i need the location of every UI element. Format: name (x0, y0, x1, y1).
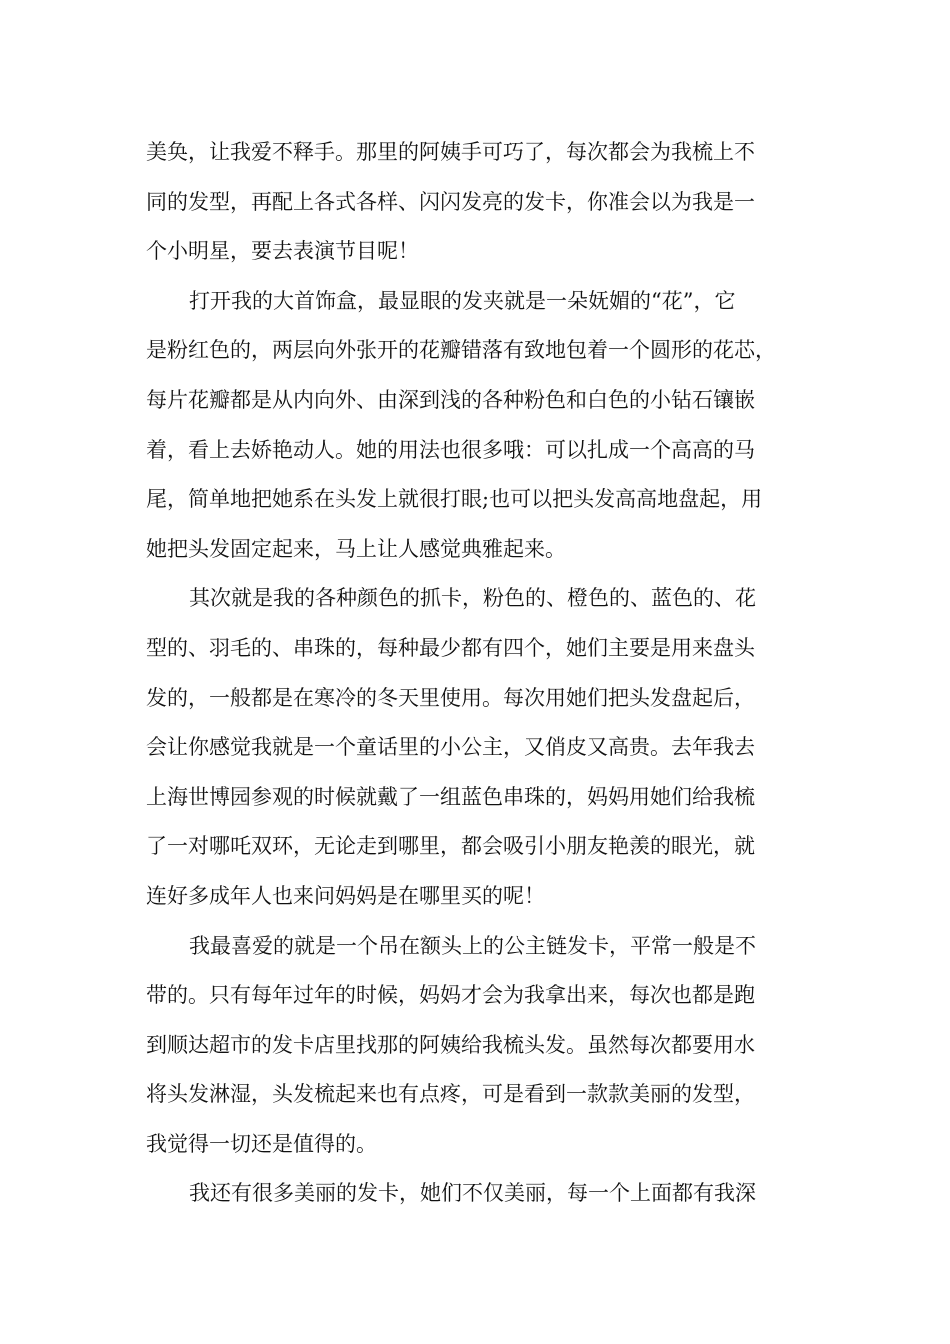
text-line: 尾，简单地把她系在头发上就很打眼;也可以把头发高高地盘起，用 (146, 487, 763, 512)
text-line: 着，看上去娇艳动人。她的用法也很多哦：可以扎成一个高高的马 (146, 437, 755, 462)
text-line: 会让你感觉我就是一个童话里的小公主，又俏皮又高贵。去年我去 (146, 735, 755, 760)
text-line: 发的，一般都是在寒冷的冬天里使用。每次用她们把头发盘起后， (146, 685, 755, 710)
text-line: 每片花瓣都是从内向外、由深到浅的各种粉色和白色的小钻石镶嵌 (146, 387, 755, 412)
text-line: 上海世博园参观的时候就戴了一组蓝色串珠的，妈妈用她们给我梳 (146, 784, 755, 809)
paragraph-first-line: 我还有很多美丽的发卡，她们不仅美丽，每一个上面都有我深 (189, 1181, 756, 1206)
text-line: 带的。只有每年过年的时候，妈妈才会为我拿出来，每次也都是跑 (146, 983, 755, 1008)
text-line: 连好多成年人也来问妈妈是在哪里买的呢！ (146, 883, 545, 908)
paragraph-first-line: 其次就是我的各种颜色的抓卡，粉色的、橙色的、蓝色的、花 (189, 586, 756, 611)
text-line: 型的、羽毛的、串珠的，每种最少都有四个，她们主要是用来盘头 (146, 635, 755, 660)
text-line: 将头发淋湿，头发梳起来也有点疼，可是看到一款款美丽的发型， (146, 1082, 755, 1107)
text-line: 到顺达超市的发卡店里找那的阿姨给我梳头发。虽然每次都要用水 (146, 1032, 755, 1057)
body-text (146, 128, 816, 1219)
text-line: 我觉得一切还是值得的。 (146, 1131, 377, 1156)
text-line: 是粉红色的，两层向外张开的花瓣错落有致地包着一个圆形的花芯， (146, 338, 776, 363)
text-line: 美奂，让我爱不释手。那里的阿姨手可巧了，每次都会为我梳上不 (146, 140, 755, 164)
text-line: 她把头发固定起来，马上让人感觉典雅起来。 (146, 536, 566, 561)
paragraph-first-line: 打开我的大首饰盒，最显眼的发夹就是一朵妩媚的“花”，它 (189, 288, 736, 313)
paragraph-first-line: 我最喜爱的就是一个吊在额头上的公主链发卡，平常一般是不 (189, 933, 756, 958)
text-line: 了一对哪吒双环，无论走到哪里，都会吸引小朋友艳羡的眼光，就 (146, 834, 755, 859)
text-line: 同的发型，再配上各式各样、闪闪发亮的发卡，你准会以为我是一 (146, 189, 755, 214)
text-line: 个小明星，要去表演节目呢！ (146, 239, 419, 264)
